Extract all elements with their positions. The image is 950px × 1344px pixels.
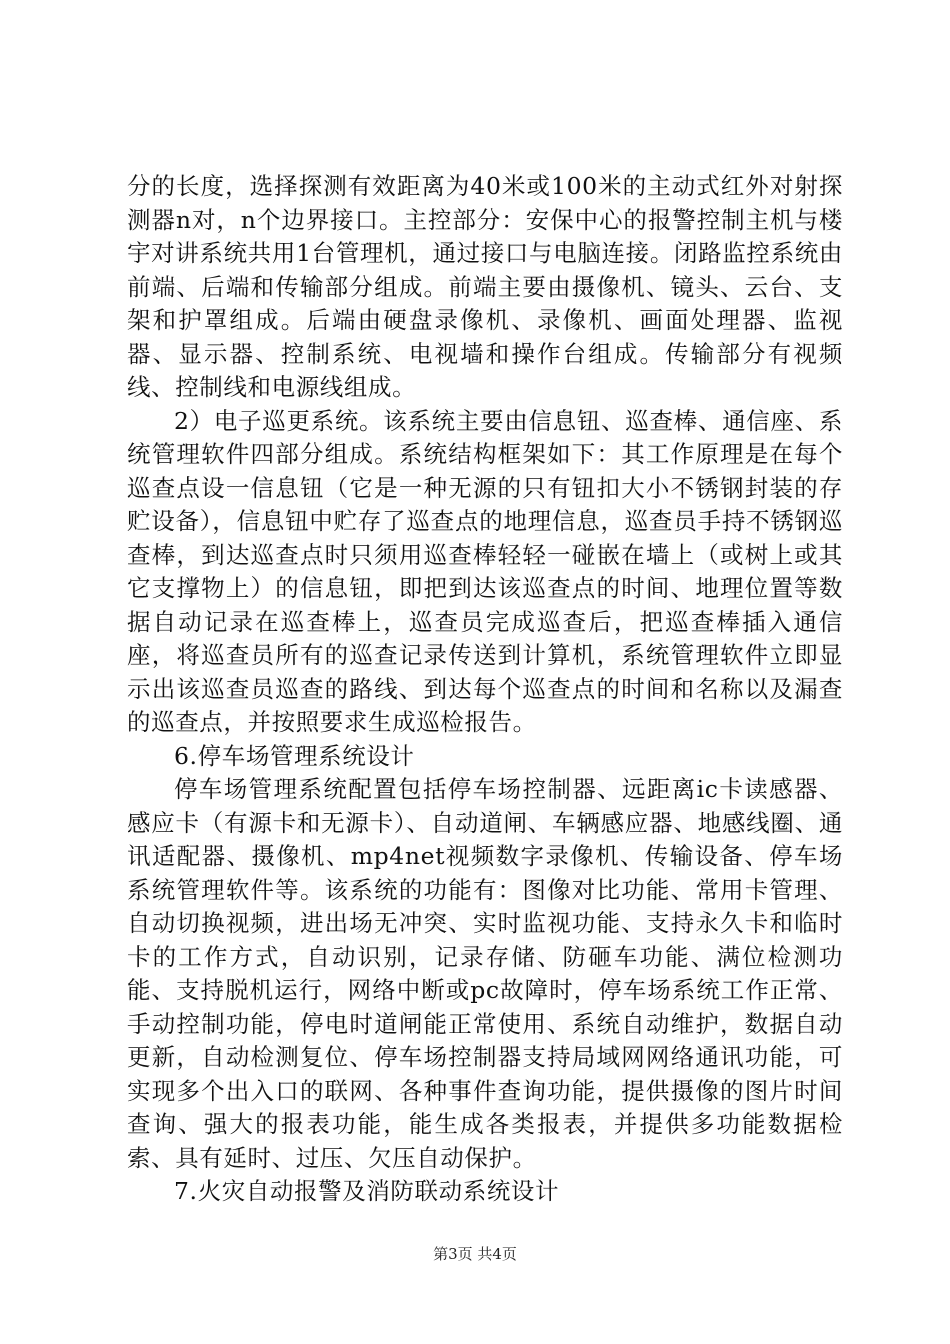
paragraph-parking-system: 停车场管理系统配置包括停车场控制器、远距离ic卡读感器、感应卡（有源卡和无源卡）、自动道闸、车辆感应器、地感线圈、通讯适配器、摄像机、mp4net视频数字录像机、传输设备、停车场系统管理软件等。该系统的功能有：图像对比功能、常用卡管理、自动切换视频，进出场无冲突、实时监视功能、支持永久卡和临时卡的工作方式，自动识别，记录存储、防砸车功能、满位检测功能、支持脱机运行，网络中断或pc故障时，停车场系统工作正常、手动控制功能，停电时道闸能正常使用、系统自动维护，数据自动更新，自动检测复位、停车场控制器支持局域网网络通讯功能，可实现多个出入口的联网、各种事件查询功能，提供摄像的图片时间查询、强大的报表功能，能生成各类报表，并提供多功能数据检索、具有延时、过压、欠压自动保护。 [127, 775, 843, 1172]
paragraph-guard-tour-system: 2）电子巡更系统。该系统主要由信息钮、巡查棒、通信座、系统管理软件四部分组成。系统结构框架如下：其工作原理是在每个巡查点设一信息钮（它是一种无源的只有钮扣大小不锈钢封装的存贮设备），信息钮中贮存了巡查点的地理信息，巡查员手持不锈钢巡查棒，到达巡查点时只须用巡查棒轻轻一碰嵌在墙上（或树上或其它支撑物上）的信息钮，即把到达该巡查点的时间、地理位置等数据自动记录在巡查棒上，巡查员完成巡查后，把巡查棒插入通信座，将巡查员所有的巡查记录传送到计算机，系统管理软件立即显示出该巡查员巡查的路线、到达每个巡查点的时间和名称以及漏查的巡查点，并按照要求生成巡检报告。 [127, 406, 843, 736]
document-body [127, 170, 843, 1209]
page-footer [0, 1244, 950, 1264]
paragraph-perimeter-and-cctv: 分的长度，选择探测有效距离为40米或100米的主动式红外对射探测器n对，n个边界接口。主控部分：安保中心的报警控制主机与楼宇对讲系统共用1台管理机，通过接口与电脑连接。闭路监控系统由前端、后端和传输部分组成。前端主要由摄像机、镜头、云台、支架和护罩组成。后端由硬盘录像机、录像机、画面处理器、监视器、显示器、控制系统、电视墙和操作台组成。传输部分有视频线、控制线和电源线组成。 [127, 172, 843, 401]
page-number-label: 第3页 共4页 [433, 1245, 517, 1263]
section-heading-fire-alarm-system: 7.火灾自动报警及消防联动系统设计 [174, 1177, 560, 1205]
section-heading-parking-system: 6.停车场管理系统设计 [174, 741, 415, 770]
